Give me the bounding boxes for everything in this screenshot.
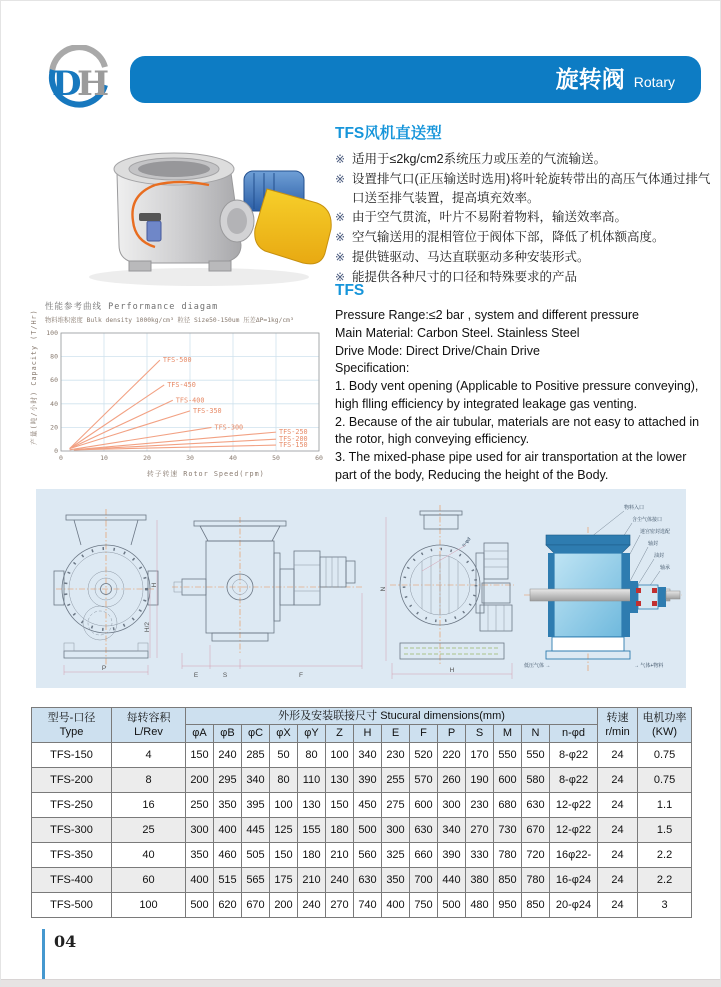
dim-label-h: H: [151, 582, 158, 588]
dim-label-h: H: [449, 667, 455, 674]
table-cell: 24: [598, 742, 638, 767]
table-cell: 8-φ22: [550, 742, 598, 767]
table-cell: 620: [214, 892, 242, 917]
bullet-marker-icon: ※: [335, 210, 346, 225]
table-cell: 80: [270, 767, 298, 792]
header-power: [638, 708, 692, 743]
table-cell: 270: [466, 817, 494, 842]
header-lrev-en: L/Rev: [134, 725, 163, 738]
series-line: [70, 385, 165, 449]
table-cell: 0.75: [638, 767, 692, 792]
table-cell: 240: [298, 892, 326, 917]
table-cell: 505: [242, 842, 270, 867]
table-cell: 340: [354, 742, 382, 767]
spec-table-wrap: [31, 707, 691, 918]
dim-header: F: [410, 725, 438, 742]
table-cell: 450: [354, 792, 382, 817]
bullet-marker-icon: ※: [335, 269, 346, 284]
header-speed: [598, 708, 638, 743]
table-cell: 300: [382, 817, 410, 842]
dim-header: H: [354, 725, 382, 742]
table-row: [32, 767, 692, 792]
x-tick-label: 50: [272, 454, 280, 462]
table-cell: TFS-500: [32, 892, 112, 917]
table-cell: 8: [112, 767, 186, 792]
dim-header: φA: [186, 725, 214, 742]
table-cell: 295: [214, 767, 242, 792]
dim-header: φC: [242, 725, 270, 742]
chart-title: 性能参考曲线 Performance diagam: [45, 302, 219, 312]
table-cell: 1.5: [638, 817, 692, 842]
table-cell: 230: [382, 742, 410, 767]
table-cell: 445: [242, 817, 270, 842]
table-cell: 325: [382, 842, 410, 867]
table-cell: 600: [410, 792, 438, 817]
x-tick-label: 40: [229, 454, 237, 462]
series-label: TFS-300: [214, 423, 244, 432]
table-row: [32, 742, 692, 767]
bullet-text: 提供链驱动、马达直联驱动多种安装形式。: [352, 249, 590, 264]
spec-line: 2. Because of the air tubular, materials are not easy to attached in the rotor, high conveying efficiency.: [335, 414, 700, 447]
table-cell: 155: [298, 817, 326, 842]
flow-label-left: 低压气体 →: [524, 663, 551, 669]
page-number: 04: [54, 932, 77, 951]
bullet-text: 适用于≤2kg/cm2系统压力或压差的气流输送。: [352, 152, 607, 166]
series-label: TFS-400: [175, 396, 205, 405]
header-lrev-zh: 每转容积: [126, 711, 171, 724]
spec-line: 3. The mixed-phase pipe used for air transportation at the lower part of the body, Reducing the height of the Body.: [335, 450, 687, 482]
drawing-cross-section: [524, 493, 682, 685]
valve-fitting: [147, 221, 161, 241]
chart-subtitle: 物料堆积密度 Bulk density 1000kg/cm³ 粒径 Size50-150um 压差ΔP=1kg/cm³: [45, 317, 294, 324]
company-logo: [41, 45, 117, 111]
table-cell: 630: [410, 817, 438, 842]
table-cell: 565: [242, 867, 270, 892]
bullet-marker-icon: ※: [335, 171, 346, 186]
table-cell: 500: [438, 892, 466, 917]
table-cell: 16: [112, 792, 186, 817]
page-number-bar: [42, 929, 45, 984]
bullet-text: 空气输送用的混相管位于阀体下部，降低了机体额高度。: [352, 230, 665, 244]
en-spec-lines: [335, 307, 711, 485]
table-cell: 150: [270, 842, 298, 867]
table-cell: TFS-200: [32, 767, 112, 792]
cn-feature-section: [335, 121, 711, 287]
section-banner: [130, 56, 701, 103]
table-cell: 580: [522, 767, 550, 792]
table-cell: 12-φ22: [550, 817, 598, 842]
drawing-side-view: [166, 493, 371, 685]
table-cell: 60: [112, 867, 186, 892]
table-cell: 250: [186, 792, 214, 817]
table-cell: 220: [438, 742, 466, 767]
photo-shadow: [89, 268, 309, 286]
table-cell: 130: [298, 792, 326, 817]
table-cell: 180: [298, 842, 326, 867]
spec-line: Drive Mode: Direct Drive/Chain Drive: [335, 343, 540, 358]
spec-line: Specification:: [335, 361, 410, 376]
table-cell: 255: [382, 767, 410, 792]
dim-header: P: [438, 725, 466, 742]
table-cell: 300: [438, 792, 466, 817]
table-cell: 570: [410, 767, 438, 792]
table-cell: 2.2: [638, 867, 692, 892]
series-line: [70, 360, 160, 449]
table-cell: 730: [494, 817, 522, 842]
table-cell: 24: [598, 892, 638, 917]
table-cell: 80: [298, 742, 326, 767]
table-cell: 24: [598, 867, 638, 892]
table-cell: 25: [112, 817, 186, 842]
table-row: [32, 867, 692, 892]
table-cell: 780: [494, 842, 522, 867]
table-cell: 200: [186, 767, 214, 792]
table-cell: 130: [326, 767, 354, 792]
header-speed-en: r/min: [605, 725, 630, 738]
table-cell: 390: [354, 767, 382, 792]
table-cell: 100: [270, 792, 298, 817]
table-cell: 24: [598, 842, 638, 867]
drawing-end-view: [50, 493, 162, 685]
table-cell: 600: [494, 767, 522, 792]
dim-header: M: [494, 725, 522, 742]
table-cell: 125: [270, 817, 298, 842]
table-cell: 660: [410, 842, 438, 867]
cn-section-title: TFS风机直送型: [335, 125, 442, 142]
table-cell: 210: [298, 867, 326, 892]
callout-material-inlet: 物料入口: [624, 505, 645, 511]
table-cell: 190: [466, 767, 494, 792]
dim-label-n: N: [380, 586, 387, 592]
table-row: [32, 842, 692, 867]
callout-labyrinth-seal: 迷宫密封选配: [640, 529, 671, 535]
table-cell: 340: [242, 767, 270, 792]
table-cell: 950: [494, 892, 522, 917]
callout-oil-seal: 油封: [654, 553, 665, 559]
table-cell: 180: [326, 817, 354, 842]
table-cell: 380: [466, 867, 494, 892]
table-cell: 275: [382, 792, 410, 817]
series-label: TFS-250: [279, 428, 308, 437]
table-cell: 100: [326, 742, 354, 767]
dim-header: φY: [298, 725, 326, 742]
table-cell: 440: [438, 867, 466, 892]
table-cell: 460: [214, 842, 242, 867]
table-cell: 670: [242, 892, 270, 917]
logo-letter-d: D: [52, 64, 82, 104]
page-bottom-edge: [1, 979, 720, 986]
header-type: [32, 708, 112, 743]
header-type-zh: 型号-口径: [47, 711, 96, 724]
table-cell: 170: [466, 742, 494, 767]
y-tick-label: 100: [46, 329, 58, 337]
table-cell: 560: [354, 842, 382, 867]
header-lrev: [112, 708, 186, 743]
table-cell: 400: [186, 867, 214, 892]
table-cell: 350: [186, 842, 214, 867]
bullet-text: 能提供各种尺寸的口径和特殊要求的产品: [352, 269, 578, 284]
table-cell: 395: [242, 792, 270, 817]
table-cell: 500: [186, 892, 214, 917]
dim-label-s: S: [222, 672, 228, 679]
table-cell: TFS-350: [32, 842, 112, 867]
table-cell: 340: [438, 817, 466, 842]
table-cell: 850: [494, 867, 522, 892]
table-cell: 700: [410, 867, 438, 892]
spec-line: Main Material: Carbon Steel. Stainless Steel: [335, 325, 580, 340]
table-cell: 260: [438, 767, 466, 792]
bullet-text: 由于空气贯流，叶片不易附着物料，输送效率高。: [352, 210, 628, 225]
dim-label-p: P: [101, 665, 107, 672]
bullet-marker-icon: ※: [335, 152, 346, 166]
table-row: [32, 792, 692, 817]
table-cell: TFS-150: [32, 742, 112, 767]
table-cell: 3: [638, 892, 692, 917]
table-cell: 520: [410, 742, 438, 767]
table-cell: 20-φ24: [550, 892, 598, 917]
table-cell: 515: [214, 867, 242, 892]
dim-header: Z: [326, 725, 354, 742]
table-cell: TFS-250: [32, 792, 112, 817]
logo-letter-h: H: [77, 64, 110, 104]
callout-shaft-seal: 轴封: [648, 541, 659, 547]
cn-bullet-list: [335, 150, 711, 286]
callout-dust-gas-port: 含尘气体接口: [632, 517, 663, 523]
dim-label-e: E: [193, 672, 199, 679]
table-cell: 740: [354, 892, 382, 917]
table-cell: 150: [326, 792, 354, 817]
table-cell: 240: [326, 867, 354, 892]
table-cell: 24: [598, 792, 638, 817]
table-cell: 150: [186, 742, 214, 767]
table-cell: 750: [410, 892, 438, 917]
series-label: TFS-200: [279, 435, 308, 444]
table-cell: 270: [326, 892, 354, 917]
feature-bullet: [335, 150, 711, 169]
drawings-panel: [36, 489, 686, 688]
dim-header: φX: [270, 725, 298, 742]
header-speed-zh: 转速: [606, 711, 629, 724]
x-tick-label: 20: [143, 454, 151, 462]
x-tick-label: 0: [59, 454, 63, 462]
table-cell: 1.1: [638, 792, 692, 817]
table-row: [32, 892, 692, 917]
dim-header: N: [522, 725, 550, 742]
table-cell: 350: [214, 792, 242, 817]
flow-label-right: → 气体+物料: [634, 663, 664, 669]
dimensions-table: [31, 707, 692, 918]
feature-bullet: [335, 170, 711, 208]
table-cell: 630: [354, 867, 382, 892]
series-line: [70, 411, 190, 449]
en-section-title: TFS: [335, 282, 365, 299]
feature-bullet: [335, 208, 711, 227]
en-spec-section: [335, 282, 711, 485]
table-cell: 24: [598, 767, 638, 792]
feature-bullet: [335, 228, 711, 247]
table-cell: 200: [270, 892, 298, 917]
bullet-marker-icon: ※: [335, 249, 346, 264]
table-cell: 550: [522, 742, 550, 767]
table-cell: 720: [522, 842, 550, 867]
x-tick-label: 30: [186, 454, 194, 462]
table-cell: 780: [522, 867, 550, 892]
table-cell: 110: [298, 767, 326, 792]
table-cell: 550: [494, 742, 522, 767]
table-cell: 4: [112, 742, 186, 767]
y-tick-label: 80: [50, 352, 58, 361]
table-cell: 390: [438, 842, 466, 867]
x-tick-label: 10: [100, 454, 108, 462]
chain-guard: [255, 189, 332, 264]
table-cell: 40: [112, 842, 186, 867]
table-cell: 670: [522, 817, 550, 842]
table-cell: 350: [382, 867, 410, 892]
banner-title-en: Rotary: [633, 74, 675, 90]
feature-bullet: [335, 248, 711, 267]
table-cell: 480: [466, 892, 494, 917]
performance-chart: [27, 295, 333, 487]
y-tick-label: 0: [54, 447, 58, 455]
bullet-text: 设置排气口(正压输送时选用)将叶轮旋转带出的高压气体通过排气口送至排气装置，提高填充效率。: [352, 171, 711, 205]
table-cell: 100: [112, 892, 186, 917]
x-axis-label: 转子转速 Rotor Speed(rpm): [147, 470, 265, 478]
dim-label-f: F: [299, 672, 303, 679]
table-header-row-1: [32, 708, 692, 725]
y-tick-label: 40: [50, 399, 58, 408]
dim-label-h2: H/2: [144, 621, 151, 633]
table-cell: 680: [494, 792, 522, 817]
dim-header: n-φd: [550, 725, 598, 742]
series-label: TFS-350: [193, 406, 222, 415]
spec-line: Pressure Range:≤2 bar , system and different pressure: [335, 308, 640, 322]
drawing-front-view: [380, 493, 520, 685]
callout-bearing: 轴承: [660, 565, 671, 571]
table-cell: 500: [354, 817, 382, 842]
series-label: TFS-150: [279, 441, 308, 450]
table-cell: 0.75: [638, 742, 692, 767]
table-cell: 230: [466, 792, 494, 817]
table-cell: 285: [242, 742, 270, 767]
header-type-en: Type: [59, 725, 84, 738]
y-tick-label: 60: [50, 376, 58, 385]
dim-header: S: [466, 725, 494, 742]
dim-header: E: [382, 725, 410, 742]
header-power-en: (KW): [652, 725, 678, 738]
table-cell: 400: [382, 892, 410, 917]
banner-title-zh: 旋转阀: [555, 66, 625, 92]
bullet-marker-icon: ※: [335, 230, 346, 244]
table-cell: 240: [214, 742, 242, 767]
table-cell: 175: [270, 867, 298, 892]
table-cell: 850: [522, 892, 550, 917]
table-cell: 630: [522, 792, 550, 817]
table-cell: 210: [326, 842, 354, 867]
table-cell: 16-φ24: [550, 867, 598, 892]
y-tick-label: 20: [50, 423, 58, 432]
table-cell: 12-φ22: [550, 792, 598, 817]
header-structural-dims: 外形及安装联接尺寸 Stucural dimensions(mm): [186, 708, 598, 725]
bolt-count-label: n-φd: [460, 536, 473, 549]
table-cell: 8-φ22: [550, 767, 598, 792]
table-cell: 16φ22-: [550, 842, 598, 867]
table-cell: 24: [598, 817, 638, 842]
series-label: TFS-500: [162, 356, 192, 365]
table-cell: 50: [270, 742, 298, 767]
table-cell: 2.2: [638, 842, 692, 867]
product-photo: [59, 125, 335, 295]
y-axis-label: 产量(吨/小时) Capacity (T/Hr): [30, 309, 38, 445]
table-cell: TFS-300: [32, 817, 112, 842]
spec-line: 1. Body vent opening (Applicable to Positive pressure conveying), high flling efficiency by integrated leakage gas venting.: [335, 379, 699, 411]
table-cell: 400: [214, 817, 242, 842]
x-tick-label: 60: [315, 454, 323, 462]
table-cell: TFS-400: [32, 867, 112, 892]
table-row: [32, 817, 692, 842]
table-cell: 300: [186, 817, 214, 842]
header-power-zh: 电机功率: [642, 711, 687, 724]
dim-header: φB: [214, 725, 242, 742]
table-cell: 330: [466, 842, 494, 867]
series-label: TFS-450: [167, 380, 196, 389]
